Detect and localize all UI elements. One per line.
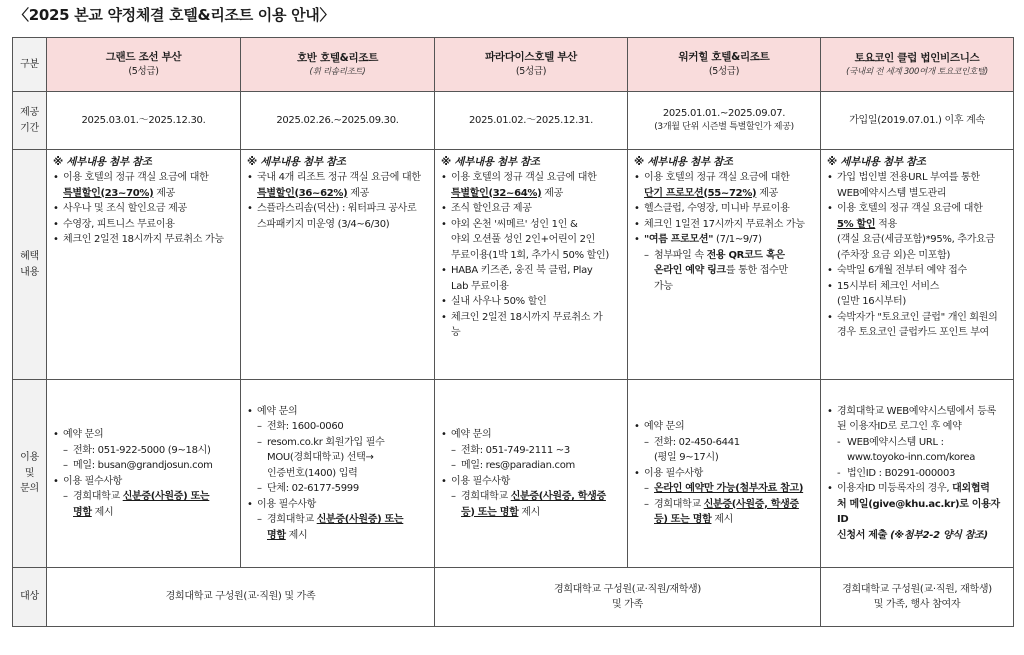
period-cell: 2025.01.01.~2025.09.07. (3개월 단위 시즌별 특별할인가 제공) <box>628 92 821 150</box>
usage-cell-grand-josun: • 예약 문의 – 전화: 051-922-5000 (9~18시) – 메일: busan@grandjosun.com • 이용 필수사항 – 경희대학교 신분증(사원증) 또는 명함 제시 <box>47 380 241 568</box>
usage-cell-walkerhill: • 예약 문의 – 전화: 02-450-6441 (평일 9~17시) • 이용 필수사항 – 온라인 예약만 가능(첨부자료 참고) – 경희대학교 신분증(사원증, 학생증 등) 또는 명함 제시 <box>628 380 821 568</box>
target-row <box>13 568 1014 627</box>
detail-note: ※ 세부내용 첨부 참조 <box>441 156 540 168</box>
hotel-name: 파라다이스호텔 부산 <box>485 51 577 63</box>
usage-cell-hoban: • 예약 문의 – 전화: 1600-0060 – resom.co.kr 회원가입 필수 MOU(경희대학교) 선택→ 인증번호(1400) 입력 – 단체: 02-6177-5999 • 이용 필수사항 – 경희대학교 신분증(사원증) 또는 명함 제시 <box>241 380 435 568</box>
period-cell: 2025.03.01.～2025.12.30. <box>47 92 241 150</box>
row-label-benefit: 혜택 내용 <box>13 150 47 380</box>
usage-cell-paradise: • 예약 문의 – 전화: 051-749-2111 ~3 – 메일: res@paradian.com • 이용 필수사항 – 경희대학교 신분증(사원증, 학생증 등) 또는 명함 제시 <box>435 380 628 568</box>
hotel-header-toyoko <box>821 38 1014 92</box>
toyoko-url-link[interactable]: www.toyoko-inn.com/korea <box>847 452 976 464</box>
hotel-grade: (국내외 전 세계 300여개 토요코인호텔) <box>846 67 988 78</box>
row-label-target: 대상 <box>13 568 47 627</box>
usage-cell-toyoko: • 경희대학교 WEB예약시스템에서 등록 된 이용자ID로 로그인 후 예약 - WEB예약시스템 URL : www.toyoko-inn.com/korea - 법인ID : B0291-000003 • 이용자ID 미등록자의 경우, 대외협력 처 메일(give@khu.ac.kr)로 이용자ID 신청서 제출 (※첨부2-2 양식 참조) <box>821 380 1014 568</box>
detail-note: ※ 세부내용 첨부 참조 <box>827 156 926 168</box>
target-cell-1: 경희대학교 구성원(교·직원) 및 가족 <box>47 568 435 627</box>
period-row <box>13 92 1014 150</box>
hotel-name: 그랜드 조선 부산 <box>105 51 182 63</box>
period-cell: 2025.02.26.~2025.09.30. <box>241 92 435 150</box>
hotel-grade: (5성급) <box>708 66 740 78</box>
benefit-cell-toyoko: ※ 세부내용 첨부 참조 • 가입 법인별 전용URL 부여를 통한 WEB예약시스템 별도관리 • 이용 호텔의 정규 객실 요금에 대한 5% 할인 적용 (객실 요금(세금포함)*95%, 추가요금 (주차장 요금 외)은 미포함) • 숙박일 6개월 전부터 예약 접수 • 15시부터 체크인 서비스 (일반 16시부터) • 숙박자가 "토요코인 클럽" 개인 회원의 경우 토요코인 클럽카드 포인트 부여 <box>821 150 1014 380</box>
benefit-row <box>13 150 1014 380</box>
header-row <box>13 38 1014 92</box>
target-cell-3: 경희대학교 구성원(교·직원, 재학생) 및 가족, 행사 참여자 <box>821 568 1014 627</box>
hotel-name: 토요코인 클럽 법인비즈니스 <box>854 51 980 64</box>
benefit-cell-paradise: ※ 세부내용 첨부 참조 • 이용 호텔의 정규 객실 요금에 대한 특별할인(32~64%) 제공 • 조식 할인요금 제공 • 야외 온천 '씨메르' 성인 1인 & 야외 오션풀 성인 2인+어린이 2인 무료이용(1박 1회, 추가시 50% 할인) • HABA 키즈존, 웅진 북 클럽, Play Lab 무료이용 • 실내 사우나 50% 할인 • 체크인 2일전 18시까지 무료취소 가 능 <box>435 150 628 380</box>
detail-note: ※ 세부내용 첨부 참조 <box>634 156 733 168</box>
detail-note: ※ 세부내용 첨부 참조 <box>53 156 152 168</box>
benefit-cell-hoban: ※ 세부내용 첨부 참조 • 국내 4개 리조트 정규 객실 요금에 대한 특별할인(36~62%) 제공 • 스플라스리솜(덕산) : 워터파크 공사로 스파패키지 미운영 (3/4~6/30) <box>241 150 435 380</box>
row-label-period: 제공 기간 <box>13 92 47 150</box>
benefit-cell-walkerhill: ※ 세부내용 첨부 참조 • 이용 호텔의 정규 객실 요금에 대한 단기 프로모션(55~72%) 제공 • 헬스클럽, 수영장, 미니바 무료이용 • 체크인 1일전 17시까지 무료취소 가능 • "여름 프로모션" (7/1~9/7) – 첨부파일 속 전용 QR코드 혹은 온라인 예약 링크를 통한 접수만 가능 <box>628 150 821 380</box>
benefit-cell-grand-josun: ※ 세부내용 첨부 참조 • 이용 호텔의 정규 객실 요금에 대한 특별할인(23~70%) 제공 • 사우나 및 조식 할인요금 제공 • 수영장, 피트니스 무료이용 • 체크인 2일전 18시까지 무료취소 가능 <box>47 150 241 380</box>
period-cell: 가입일(2019.07.01.) 이후 계속 <box>821 92 1014 150</box>
period-cell: 2025.01.02.～2025.12.31. <box>435 92 628 150</box>
usage-row <box>13 380 1014 568</box>
page-title: 〈2025 본교 약정체결 호텔&리조트 이용 안내〉 <box>14 6 335 24</box>
hotel-grade: (5성급) <box>515 66 547 78</box>
hotel-grade: (휘 리솜리조트) <box>309 67 366 78</box>
hotel-name: 호반 호텔&리조트 <box>296 51 379 64</box>
hotel-header-grand-josun <box>47 38 241 92</box>
detail-note: ※ 세부내용 첨부 참조 <box>247 156 346 168</box>
hotel-grade: (5성급) <box>128 66 159 78</box>
row-label-usage: 이용 및 문의 <box>13 380 47 568</box>
row-label-category: 구분 <box>13 38 47 92</box>
hotel-info-table <box>12 37 1014 627</box>
hotel-header-hoban <box>241 38 435 92</box>
hotel-header-paradise <box>435 38 628 92</box>
hotel-name: 워커힐 호텔&리조트 <box>678 51 770 63</box>
hotel-header-walkerhill <box>628 38 821 92</box>
target-cell-2: 경희대학교 구성원(교·직원/재학생) 및 가족 <box>435 568 821 627</box>
